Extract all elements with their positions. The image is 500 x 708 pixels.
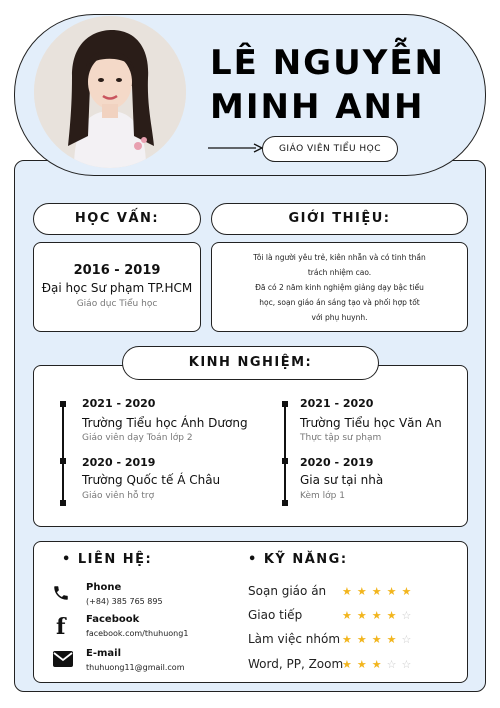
exp-years: 2020 - 2019 [300, 456, 374, 469]
timeline-line [284, 404, 286, 504]
about-line: trách nhiệm cao. [307, 268, 372, 277]
skill-rating [342, 585, 416, 598]
skill-name: Soạn giáo án [248, 584, 327, 598]
contact-heading: • LIÊN HỆ: [62, 552, 153, 567]
star-filled-icon: ★ [342, 633, 357, 646]
exp-role: Giáo viên hỗ trợ [82, 491, 155, 501]
arrow-right-icon [208, 142, 264, 154]
timeline-dot [282, 401, 288, 407]
timeline-dot [60, 401, 66, 407]
exp-place: Trường Quốc tế Á Châu [82, 473, 221, 487]
contact-label: Facebook [86, 614, 140, 625]
star-filled-icon: ★ [401, 585, 417, 598]
star-filled-icon: ★ [371, 585, 387, 598]
exp-years: 2020 - 2019 [82, 456, 156, 469]
profile-photo [34, 16, 186, 168]
star-filled-icon: ★ [371, 609, 387, 622]
about-line: học, soạn giáo án sáng tạo và phối hợp tốt [259, 298, 420, 307]
exp-years: 2021 - 2020 [82, 397, 156, 410]
star-filled-icon: ★ [342, 658, 357, 671]
skill-name: Word, PP, Zoom [248, 657, 344, 671]
about-line: Đã có 2 năm kinh nghiệm giảng dạy bậc tiểu [255, 283, 424, 292]
exp-years: 2021 - 2020 [300, 397, 374, 410]
star-filled-icon: ★ [342, 609, 357, 622]
star-empty-icon: ☆ [401, 609, 417, 622]
star-filled-icon: ★ [356, 609, 372, 622]
contact-value: facebook.com/thuhuong1 [86, 629, 189, 638]
exp-role: Giáo viên dạy Toán lớp 2 [82, 433, 193, 443]
star-filled-icon: ★ [386, 609, 402, 622]
exp-place: Trường Tiểu học Ánh Dương [82, 416, 248, 430]
facebook-icon: f [56, 614, 66, 640]
star-filled-icon: ★ [386, 633, 402, 646]
star-empty-icon: ☆ [401, 633, 417, 646]
education-heading: HỌC VẤN: [33, 203, 201, 235]
skills-heading: • KỸ NĂNG: [248, 552, 348, 567]
role-badge: GIÁO VIÊN TIỂU HỌC [262, 136, 398, 162]
star-filled-icon: ★ [356, 658, 372, 671]
contact-label: E-mail [86, 648, 122, 659]
skill-name: Giao tiếp [248, 608, 303, 622]
star-filled-icon: ★ [371, 633, 387, 646]
education-years: 2016 - 2019 [73, 263, 161, 278]
name-line-1: LÊ NGUYỄN [210, 43, 445, 83]
star-filled-icon: ★ [371, 658, 387, 671]
contact-value: (+84) 385 765 895 [86, 597, 163, 606]
skill-rating [342, 633, 416, 646]
phone-icon [52, 584, 70, 602]
exp-role: Thực tập sư phạm [300, 433, 382, 443]
timeline-dot [60, 500, 66, 506]
star-empty-icon: ☆ [386, 658, 402, 671]
timeline-line [62, 404, 64, 504]
about-heading: GIỚI THIỆU: [211, 203, 468, 235]
about-line: với phụ huynh. [311, 313, 368, 322]
timeline-dot [282, 500, 288, 506]
exp-place: Trường Tiểu học Văn An [300, 416, 442, 430]
star-filled-icon: ★ [342, 585, 357, 598]
exp-place: Gia sư tại nhà [300, 473, 384, 487]
star-filled-icon: ★ [386, 585, 402, 598]
timeline-dot [282, 458, 288, 464]
contact-value: thuhuong11@gmail.com [86, 663, 185, 672]
star-empty-icon: ☆ [401, 658, 417, 671]
experience-heading: KINH NGHIỆM: [122, 346, 379, 380]
star-filled-icon: ★ [356, 585, 372, 598]
education-school: Đại học Sư phạm TP.HCM [41, 281, 193, 295]
skill-rating [342, 609, 416, 622]
contact-label: Phone [86, 582, 122, 593]
name-line-2: MINH ANH [210, 87, 425, 127]
about-box [211, 242, 468, 332]
experience-box [33, 365, 468, 527]
mail-icon [52, 650, 74, 668]
star-filled-icon: ★ [356, 633, 372, 646]
exp-role: Kèm lớp 1 [300, 491, 345, 501]
about-line: Tôi là người yêu trẻ, kiên nhẫn và có tinh thần [253, 253, 426, 262]
education-major: Giáo dục Tiểu học [76, 299, 158, 309]
education-box [33, 242, 201, 332]
timeline-dot [60, 458, 66, 464]
skill-rating [342, 658, 416, 671]
about-text [212, 250, 467, 325]
skill-name: Làm việc nhóm [248, 632, 341, 646]
